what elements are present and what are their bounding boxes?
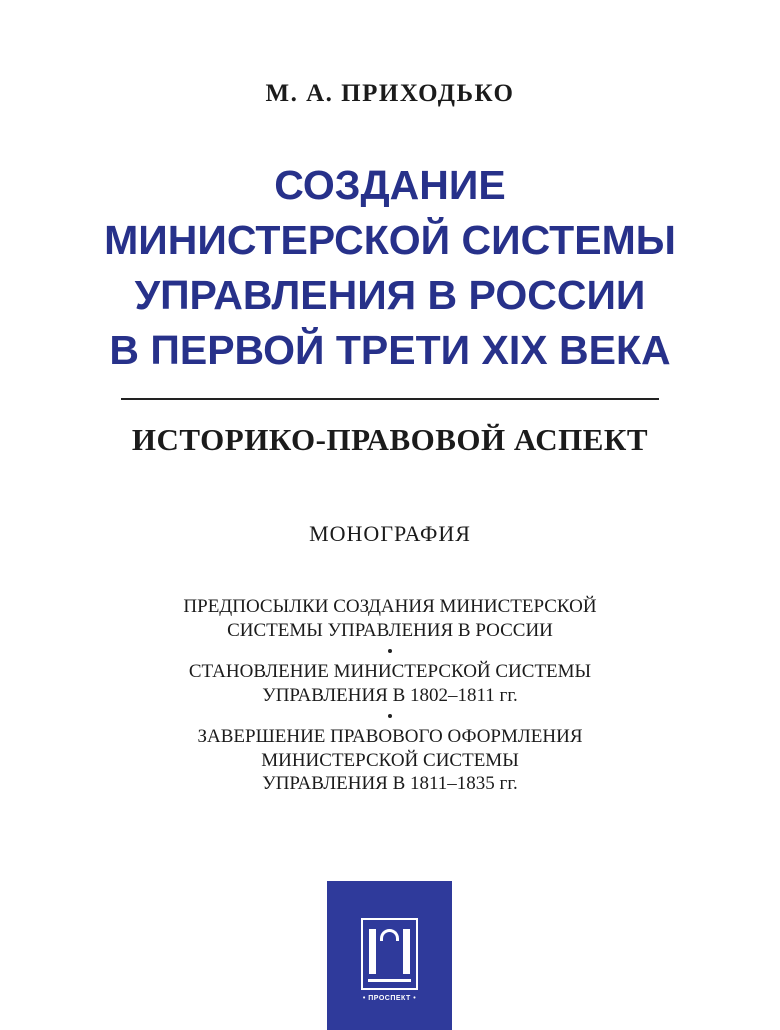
contents-line: УПРАВЛЕНИЯ В 1802–1811 гг. <box>262 684 518 706</box>
title-line: В ПЕРВОЙ ТРЕТИ XIX ВЕКА <box>109 327 671 373</box>
contents-line: СТАНОВЛЕНИЕ МИНИСТЕРСКОЙ СИСТЕМЫ <box>188 661 592 682</box>
book-subtitle: ИСТОРИКО-ПРАВОВОЙ АСПЕКТ <box>131 422 649 457</box>
contents-item <box>0 660 780 707</box>
bullet-separator <box>388 649 392 653</box>
title-line: УПРАВЛЕНИЯ В РОССИИ <box>134 272 646 318</box>
building-icon <box>361 918 418 990</box>
contents-line: СИСТЕМЫ УПРАВЛЕНИЯ В РОССИИ <box>227 619 553 641</box>
title-divider <box>121 398 659 400</box>
contents-list <box>0 595 780 796</box>
contents-line: МИНИСТЕРСКОЙ СИСТЕМЫ <box>261 749 519 771</box>
book-title <box>0 158 780 378</box>
title-line: СОЗДАНИЕ <box>274 162 506 208</box>
contents-item <box>0 725 780 796</box>
contents-item <box>0 595 780 642</box>
book-genre: МОНОГРАФИЯ <box>309 521 471 546</box>
author-name: М. А. ПРИХОДЬКО <box>265 80 515 107</box>
contents-line: ПРЕДПОСЫЛКИ СОЗДАНИЯ МИНИСТЕРСКОЙ <box>183 596 597 617</box>
contents-line: ЗАВЕРШЕНИЕ ПРАВОВОГО ОФОРМЛЕНИЯ <box>197 726 583 747</box>
contents-line: УПРАВЛЕНИЯ В 1811–1835 гг. <box>262 773 518 794</box>
publisher-logo <box>327 881 452 1030</box>
title-line: МИНИСТЕРСКОЙ СИСТЕМЫ <box>104 217 676 263</box>
bullet-separator <box>388 714 392 718</box>
publisher-name: • ПРОСПЕКТ • <box>362 995 417 1002</box>
